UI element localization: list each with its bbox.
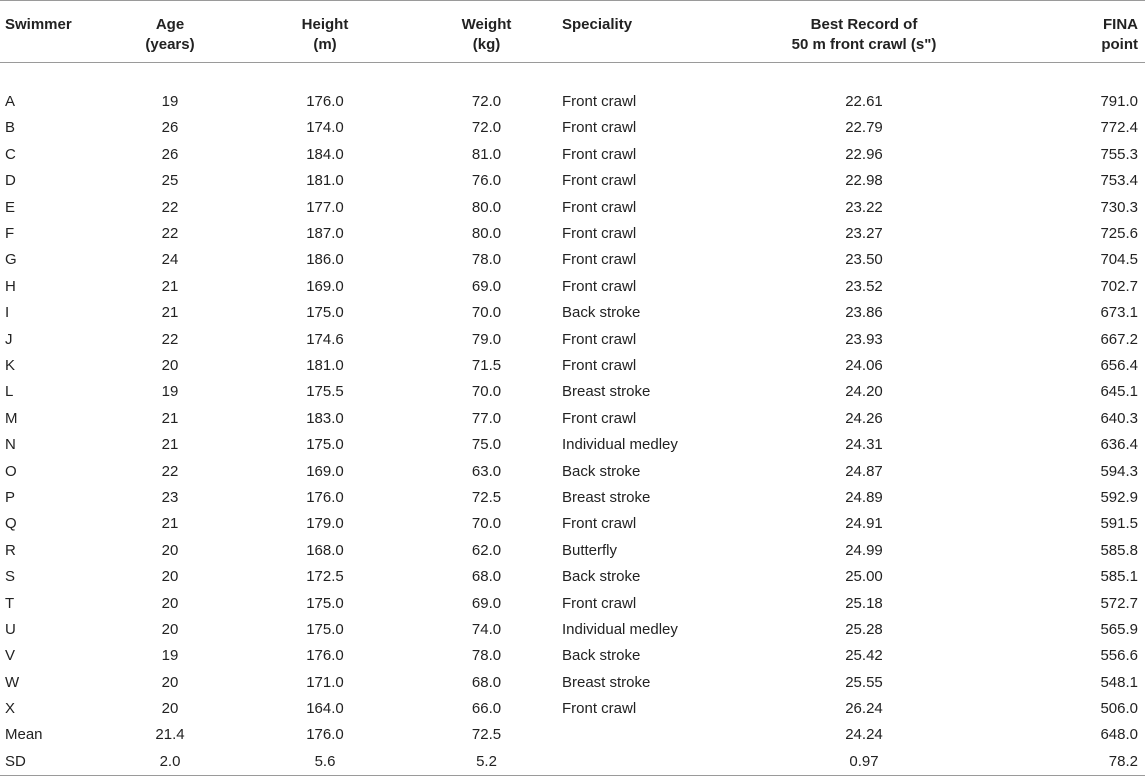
table-row: [0, 326, 1145, 352]
cell-best-record: 25.55: [845, 673, 883, 691]
cell-weight: 71.5: [471, 356, 502, 374]
cell-fina-point: 594.3: [1100, 462, 1138, 480]
cell-speciality: Back stroke: [562, 568, 641, 586]
header-weight-line2: (kg): [472, 36, 501, 53]
cell-swimmer: O: [5, 462, 17, 480]
cell-weight: 72.0: [471, 119, 502, 137]
cell-weight: 76.0: [471, 172, 502, 190]
cell-age: 21: [161, 277, 179, 295]
cell-height: 187.0: [306, 225, 344, 243]
cell-height: 171.0: [306, 673, 344, 691]
table-row: [0, 274, 1145, 300]
cell-swimmer: A: [5, 93, 16, 111]
cell-age: 24: [161, 251, 179, 269]
cell-height: 175.0: [306, 620, 344, 638]
table-row: [0, 168, 1145, 194]
cell-fina-point: 585.1: [1100, 568, 1138, 586]
cell-age: 19: [161, 383, 179, 401]
header-best-line2: 50 m front crawl (s"): [791, 36, 937, 53]
cell-height: 169.0: [306, 277, 344, 295]
cell-fina-point: 572.7: [1100, 594, 1138, 612]
cell-best-record: 25.42: [845, 647, 883, 665]
cell-fina-point: 755.3: [1100, 145, 1138, 163]
cell-height: 174.6: [306, 330, 344, 348]
cell-swimmer: T: [5, 594, 15, 612]
cell-swimmer: V: [5, 647, 16, 665]
cell-swimmer: G: [5, 251, 17, 269]
cell-best-record: 24.20: [845, 383, 883, 401]
cell-fina-point: 702.7: [1100, 277, 1138, 295]
cell-weight: 80.0: [471, 225, 502, 243]
cell-swimmer: H: [5, 277, 16, 295]
cell-speciality: Breast stroke: [562, 383, 651, 401]
cell-swimmer: M: [5, 409, 18, 427]
cell-speciality: Individual medley: [562, 436, 678, 454]
table-row: [0, 406, 1145, 432]
table-row: [0, 511, 1145, 537]
cell-swimmer: W: [5, 673, 20, 691]
cell-speciality: Back stroke: [562, 304, 641, 322]
cell-weight: 68.0: [471, 673, 502, 691]
cell-age: 20: [161, 568, 179, 586]
cell-swimmer: I: [5, 304, 10, 322]
cell-height: 168.0: [306, 541, 344, 559]
header-best-record: [738, 1, 990, 63]
cell-weight: 79.0: [471, 330, 502, 348]
cell-weight: 74.0: [471, 620, 502, 638]
cell-fina-point: 636.4: [1100, 436, 1138, 454]
cell-height: 175.0: [306, 594, 344, 612]
cell-swimmer: K: [5, 356, 16, 374]
cell-speciality: [558, 722, 738, 748]
cell-age: 21: [161, 436, 179, 454]
cell-speciality: Front crawl: [562, 356, 637, 374]
cell-weight: 72.0: [471, 93, 502, 111]
header-best-line1: Best Record of: [810, 16, 918, 33]
cell-weight: 70.0: [471, 383, 502, 401]
cell-height: 175.0: [306, 436, 344, 454]
table-row: [0, 115, 1145, 141]
cell-speciality: Back stroke: [562, 647, 641, 665]
cell-best-record: 23.50: [845, 251, 883, 269]
cell-speciality: Front crawl: [562, 145, 637, 163]
cell-weight: 81.0: [471, 145, 502, 163]
table-row: [0, 194, 1145, 220]
cell-age: 21: [161, 304, 179, 322]
cell-speciality: Front crawl: [562, 277, 637, 295]
cell-fina-point: 648.0: [1100, 726, 1138, 744]
cell-swimmer: Q: [5, 515, 17, 533]
cell-swimmer: U: [5, 620, 16, 638]
cell-age: 19: [161, 93, 179, 111]
cell-weight: 68.0: [471, 568, 502, 586]
cell-age: 23: [161, 488, 179, 506]
table-row: [0, 432, 1145, 458]
cell-swimmer: D: [5, 172, 16, 190]
table-row: [0, 353, 1145, 379]
cell-height: 164.0: [306, 700, 344, 718]
table-row: [0, 89, 1145, 115]
cell-speciality: Front crawl: [562, 330, 637, 348]
cell-speciality: Front crawl: [562, 119, 637, 137]
cell-fina-point: 656.4: [1100, 356, 1138, 374]
cell-speciality: Front crawl: [562, 198, 637, 216]
cell-speciality: Front crawl: [562, 594, 637, 612]
cell-weight: 62.0: [471, 541, 502, 559]
cell-fina-point: 772.4: [1100, 119, 1138, 137]
cell-fina-point: 704.5: [1100, 251, 1138, 269]
cell-swimmer: E: [5, 198, 16, 216]
cell-height: 169.0: [306, 462, 344, 480]
cell-age: 26: [161, 145, 179, 163]
table-row: [0, 590, 1145, 616]
header-age-line1: Age: [155, 16, 185, 33]
cell-swimmer: F: [5, 225, 15, 243]
cell-age: 20: [161, 673, 179, 691]
header-spacer-cell: [0, 63, 1145, 89]
cell-height: 176.0: [306, 488, 344, 506]
cell-swimmer: C: [5, 145, 16, 163]
cell-best-record: 22.98: [845, 172, 883, 190]
cell-age: 22: [161, 330, 179, 348]
cell-speciality: Individual medley: [562, 620, 678, 638]
cell-fina-point: 753.4: [1100, 172, 1138, 190]
cell-speciality: Front crawl: [562, 225, 637, 243]
table-row: [0, 722, 1145, 748]
cell-best-record: 24.31: [845, 436, 883, 454]
cell-weight: 66.0: [471, 700, 502, 718]
table-row: [0, 696, 1145, 722]
cell-height: 176.0: [306, 726, 344, 744]
cell-age: 21: [161, 515, 179, 533]
cell-best-record: 23.93: [845, 330, 883, 348]
cell-weight: 70.0: [471, 515, 502, 533]
cell-swimmer: N: [5, 436, 16, 454]
cell-fina-point: 645.1: [1100, 383, 1138, 401]
cell-weight: 70.0: [471, 304, 502, 322]
cell-best-record: 24.87: [845, 462, 883, 480]
cell-height: 175.5: [306, 383, 344, 401]
header-row: [0, 1, 1145, 63]
cell-weight: 72.5: [471, 726, 502, 744]
cell-height: 5.6: [235, 749, 415, 776]
table-row: [0, 564, 1145, 590]
cell-swimmer: B: [5, 119, 16, 137]
cell-best-record: 24.89: [845, 488, 883, 506]
cell-weight: 72.5: [471, 488, 502, 506]
cell-height: 177.0: [306, 198, 344, 216]
header-weight-line1: Weight: [461, 16, 512, 33]
cell-fina-point: 730.3: [1100, 198, 1138, 216]
cell-best-record: 22.61: [845, 93, 883, 111]
header-height: [235, 1, 415, 63]
header-fina-point: [990, 1, 1145, 63]
cell-speciality: Front crawl: [562, 251, 637, 269]
cell-fina-point: 640.3: [1100, 409, 1138, 427]
cell-best-record: 24.91: [845, 515, 883, 533]
cell-height: 184.0: [306, 145, 344, 163]
cell-age: 20: [161, 356, 179, 374]
cell-best-record: 23.22: [845, 198, 883, 216]
cell-weight: 78.0: [471, 647, 502, 665]
cell-speciality: Front crawl: [562, 409, 637, 427]
cell-weight: 63.0: [471, 462, 502, 480]
cell-best-record: 25.18: [845, 594, 883, 612]
cell-speciality: Front crawl: [562, 515, 637, 533]
cell-height: 174.0: [306, 119, 344, 137]
cell-height: 172.5: [306, 568, 344, 586]
cell-weight: 77.0: [471, 409, 502, 427]
cell-best-record: 23.86: [845, 304, 883, 322]
header-age: [105, 1, 235, 63]
cell-age: 21.4: [155, 726, 185, 744]
cell-fina-point: 556.6: [1100, 647, 1138, 665]
cell-height: 176.0: [306, 93, 344, 111]
cell-best-record: 24.99: [845, 541, 883, 559]
cell-age: 20: [161, 620, 179, 638]
header-age-line2: (years): [145, 36, 195, 53]
cell-fina-point: 78.2: [990, 749, 1145, 776]
cell-age: 26: [161, 119, 179, 137]
cell-swimmer: X: [5, 700, 16, 718]
cell-best-record: 25.28: [845, 620, 883, 638]
table-row: [0, 221, 1145, 247]
cell-height: 181.0: [306, 172, 344, 190]
header-speciality-label: Speciality: [562, 16, 633, 33]
header-height-line2: (m): [313, 36, 337, 53]
cell-best-record: 0.97: [738, 749, 990, 776]
cell-fina-point: 673.1: [1100, 304, 1138, 322]
cell-speciality: Front crawl: [562, 700, 637, 718]
table-row: [0, 485, 1145, 511]
cell-speciality: Back stroke: [562, 462, 641, 480]
table-row: [0, 643, 1145, 669]
header-spacer: [0, 63, 1145, 89]
header-height-line1: Height: [301, 16, 349, 33]
cell-swimmer: S: [5, 568, 16, 586]
cell-fina-point: 565.9: [1100, 620, 1138, 638]
cell-best-record: 22.96: [845, 145, 883, 163]
cell-weight: 5.2: [415, 749, 558, 776]
table-row: [0, 142, 1145, 168]
cell-age: 25: [161, 172, 179, 190]
table-row: [0, 617, 1145, 643]
cell-swimmer: J: [5, 330, 13, 348]
table-row: [0, 300, 1145, 326]
cell-age: 2.0: [105, 749, 235, 776]
cell-fina-point: 791.0: [1100, 93, 1138, 111]
cell-speciality: Front crawl: [562, 93, 637, 111]
cell-age: 20: [161, 541, 179, 559]
table-row: [0, 538, 1145, 564]
cell-swimmer: L: [5, 383, 14, 401]
cell-swimmer: Mean: [5, 726, 43, 744]
table-header: [0, 1, 1145, 63]
cell-fina-point: 725.6: [1100, 225, 1138, 243]
cell-speciality: Breast stroke: [562, 673, 651, 691]
cell-swimmer: SD: [0, 749, 105, 776]
cell-swimmer: P: [5, 488, 16, 506]
cell-weight: 75.0: [471, 436, 502, 454]
cell-best-record: 24.24: [845, 726, 883, 744]
table-row: [0, 749, 1145, 776]
cell-speciality: Breast stroke: [562, 488, 651, 506]
cell-fina-point: 585.8: [1100, 541, 1138, 559]
cell-age: 22: [161, 198, 179, 216]
cell-age: 20: [161, 594, 179, 612]
cell-height: 175.0: [306, 304, 344, 322]
cell-age: 20: [161, 700, 179, 718]
cell-weight: 69.0: [471, 594, 502, 612]
table-body: [0, 63, 1145, 776]
cell-height: 176.0: [306, 647, 344, 665]
header-swimmer: [0, 1, 105, 63]
header-speciality: [558, 1, 738, 63]
cell-speciality: Front crawl: [562, 172, 637, 190]
cell-fina-point: 592.9: [1100, 488, 1138, 506]
table-row: [0, 379, 1145, 405]
cell-swimmer: R: [5, 541, 16, 559]
cell-best-record: 26.24: [845, 700, 883, 718]
cell-age: 21: [161, 409, 179, 427]
cell-weight: 78.0: [471, 251, 502, 269]
cell-fina-point: 548.1: [1100, 673, 1138, 691]
header-fina-line1: FINA: [1103, 16, 1138, 33]
header-weight: [415, 1, 558, 63]
cell-best-record: 23.27: [845, 225, 883, 243]
cell-height: 181.0: [306, 356, 344, 374]
cell-best-record: 24.26: [845, 409, 883, 427]
cell-best-record: 25.00: [845, 568, 883, 586]
table-row: [0, 247, 1145, 273]
table-row: [0, 458, 1145, 484]
table-row: [0, 669, 1145, 695]
cell-speciality: Butterfly: [562, 541, 618, 559]
cell-fina-point: 591.5: [1100, 515, 1138, 533]
cell-age: 22: [161, 462, 179, 480]
cell-fina-point: 667.2: [1100, 330, 1138, 348]
cell-best-record: 23.52: [845, 277, 883, 295]
cell-weight: 69.0: [471, 277, 502, 295]
header-fina-line2: point: [1101, 36, 1138, 53]
cell-best-record: 24.06: [845, 356, 883, 374]
header-swimmer-label: Swimmer: [5, 16, 72, 33]
cell-age: 22: [161, 225, 179, 243]
cell-best-record: 22.79: [845, 119, 883, 137]
cell-height: 183.0: [306, 409, 344, 427]
cell-speciality: [558, 749, 738, 776]
cell-weight: 80.0: [471, 198, 502, 216]
cell-fina-point: 506.0: [1100, 700, 1138, 718]
cell-height: 186.0: [306, 251, 344, 269]
cell-height: 179.0: [306, 515, 344, 533]
cell-age: 19: [161, 647, 179, 665]
